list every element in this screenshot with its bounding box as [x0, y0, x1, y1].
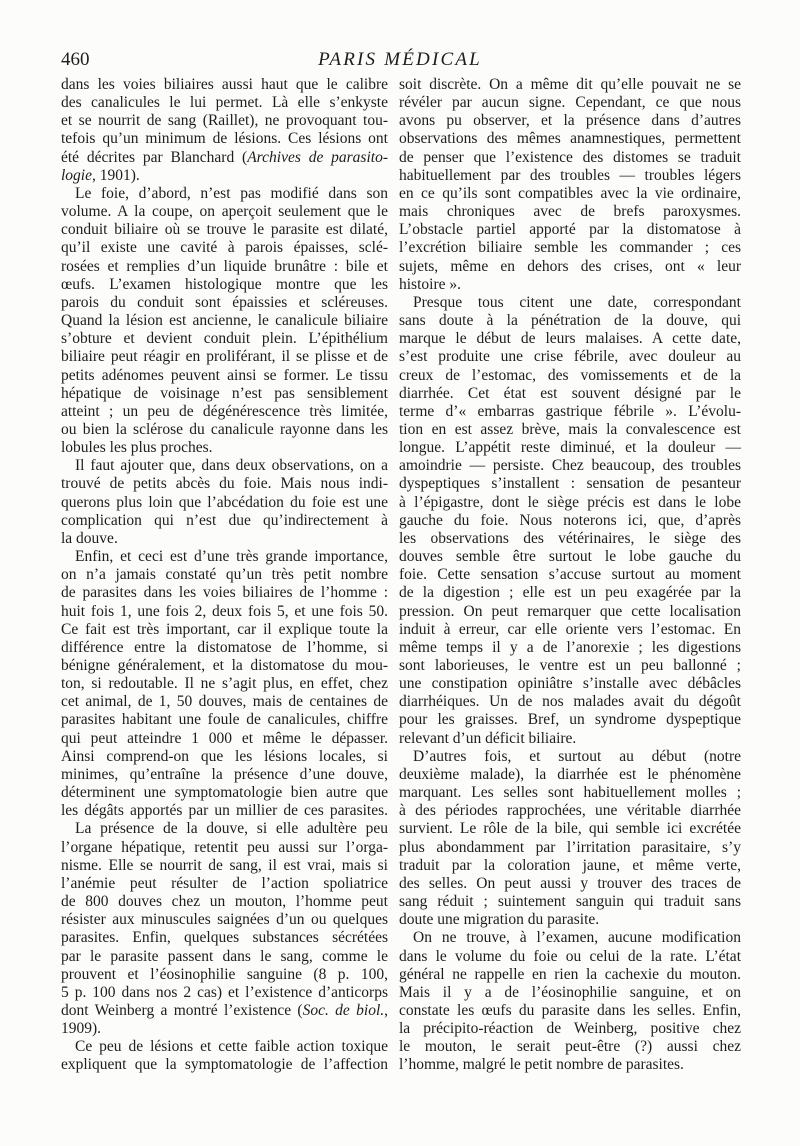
text-line: [61, 1002, 388, 1020]
paragraph: [399, 76, 741, 294]
text-line: marque le début de leurs malaises. A cette date,: [399, 330, 741, 348]
text-line: en ce qu’ils sont compatibles avec la vie ordinaire,: [399, 184, 741, 202]
text-line: différence entre la distomatose de l’homme, si: [61, 638, 388, 656]
text-line: hépatique de voisinage n’est pas sensiblement: [61, 384, 388, 402]
text-line: induit à erreur, car elle oriente vers l’estomac. En: [399, 620, 741, 638]
paragraph: [61, 185, 388, 457]
text-line: expliquent que la symptomatologie de l’affection: [61, 1056, 388, 1074]
text-line: trouvé de petits abcès du foie. Mais nous indi-: [61, 475, 388, 493]
text-line: La présence de la douve, si elle adultère peu: [75, 820, 388, 838]
text-line: On ne trouve, à l’examen, aucune modification: [413, 929, 741, 947]
italic-citation: Soc. de biol.: [302, 1001, 385, 1019]
text-line: parois du conduit sont épaissies et scléreuses.: [61, 293, 388, 311]
text-line: minimes, qu’entraîne la présence d’une douve,: [61, 765, 388, 783]
paragraph: [61, 548, 388, 820]
page-number: 460: [61, 49, 90, 70]
text-line: l’homme, malgré le petit nombre de parasites.: [399, 1056, 684, 1074]
text-line: histoire ».: [399, 275, 461, 293]
text-line: volume. A la coupe, on aperçoit seulement que le: [61, 203, 388, 221]
text-line: plus abondamment par l’irritation parasitaire, s’y: [399, 838, 741, 856]
text-line: pression. On peut remarquer que cette localisation: [399, 602, 741, 620]
text-line: gauche du foie. Nous noterons ici, que, d’après: [399, 511, 741, 529]
text-line: Le foie, d’abord, n’est pas modifié dans son: [75, 184, 388, 202]
text-line: cet animal, de 1, 50 douves, mais de centaines de: [61, 693, 388, 711]
text-line: sont laborieuses, le ventre est un peu ballonné ;: [399, 657, 741, 674]
text-line: la douve.: [61, 529, 118, 547]
text-line: amoindrie — persiste. Chez beaucoup, des troubles: [399, 457, 741, 475]
text-line: L’obstacle partiel apporté par la distomatose à: [399, 221, 741, 239]
text-line: habituellement par des troubles — troubles légers: [399, 166, 741, 184]
text-line: s’obture et devient conduit plein. L’épithélium: [61, 330, 388, 348]
text-line: sujets, même en dehors des crises, ont « leur: [399, 257, 741, 275]
text-line: dyspeptiques s’installent : sensation de pesanteur: [399, 475, 741, 493]
text-line: des canalicules le lui permet. Là elle s’enkyste: [61, 94, 388, 112]
text-segment: dont Weinberg a montré l’existence (: [61, 1001, 303, 1019]
text-line: les observations des vétérinaires, le siège des: [399, 529, 741, 547]
text-line: l’excrétion biliaire semble les commander ; ces: [399, 239, 741, 257]
text-line: atteint ; un peu de dégénérescence très limitée,: [61, 402, 388, 420]
italic-citation: logie: [61, 166, 92, 184]
text-line: de penser que l’existence des distomes se traduit: [399, 148, 741, 166]
paragraph: [399, 929, 741, 1074]
text-line: petits adénomes peuvent ainsi se former. Le tissu: [61, 366, 388, 384]
text-line: lobules les plus proches.: [61, 439, 213, 457]
text-line: Quand la lésion est ancienne, le canalicule biliaire: [61, 312, 388, 330]
text-line: de la digestion ; elle est un peu exagérée par la: [399, 584, 741, 602]
text-line: et se nourrit de sang (Raillet), ne provoquant tou-: [61, 112, 388, 130]
text-line: Presque tous citent une date, correspondant: [413, 293, 741, 311]
text-line: traduit par la coloration jaune, et même verte,: [399, 856, 741, 874]
paragraph: [61, 1038, 388, 1074]
text-line: même temps il y a de l’anorexie ; les digestions: [399, 638, 741, 656]
text-line: [61, 149, 388, 167]
text-line: prouvent et l’éosinophilie sanguine (8 p. 100,: [61, 965, 388, 983]
text-line: huit fois 1, une fois 2, deux fois 5, et une fois 50.: [61, 602, 388, 620]
text-line: on n’a jamais constaté qu’un très petit nombre: [61, 566, 388, 584]
text-line: mais chroniques avec de brefs paroxysmes.: [399, 203, 741, 221]
text-line: soit discrète. On a même dit qu’elle pouvait ne se: [399, 76, 741, 93]
running-header: [0, 47, 800, 73]
text-line: qu’il existe une cavité à parois épaisses, sclé-: [61, 239, 388, 257]
text-line: Enfin, et ceci est d’une très grande importance,: [75, 548, 388, 566]
text-line: pour les graisses. Bref, un syndrome dyspeptique: [399, 711, 741, 729]
paragraph: [61, 76, 388, 185]
text-line: observations des mêmes anamnestiques, permettent: [399, 130, 741, 148]
text-line: longue. L’appétit reste diminué, et la douleur —: [399, 439, 741, 457]
text-line: s’est produite une crise fébrile, avec douleur au: [399, 348, 741, 366]
text-line: Ce peu de lésions et cette faible action toxique: [75, 1038, 388, 1056]
text-line: résister aux minuscules saignées d’un ou quelques: [61, 911, 388, 929]
text-line: la précipito-réaction de Weinberg, positive chez: [399, 1020, 741, 1038]
text-line: 1909).: [61, 1020, 102, 1038]
text-line: survient. Le rôle de la bile, qui semble ici excrétée: [399, 820, 741, 838]
paragraph: [61, 820, 388, 1038]
text-line: révéler par aucun signe. Cependant, ce que nous: [399, 94, 741, 112]
text-line: marquant. Les selles sont habituellement molles ;: [399, 784, 741, 802]
text-line: par le parasite passent dans le sang, comme le: [61, 947, 388, 965]
paragraph: [399, 294, 741, 748]
journal-title: PARIS MÉDICAL: [318, 49, 482, 70]
text-line: des selles. On peut aussi y trouver des traces de: [399, 874, 741, 892]
text-line: dans le volume du foie ou celui de la rate. L’état: [399, 947, 741, 965]
text-line: querons plus loin que l’abcédation du foie est une: [61, 493, 388, 511]
text-line: biliaire peut réagir en proliférant, il se plisse et de: [61, 348, 388, 366]
text-segment: , 1901).: [92, 166, 140, 184]
text-line: parasites. Enfin, quelques substances sécrétées: [61, 929, 388, 947]
text-line: ton, si redoutable. Il ne s’agit plus, en effet, chez: [61, 675, 388, 693]
paragraph: [61, 457, 388, 548]
text-line: diarrhéiques. Un de nos malades avait du dégoût: [399, 693, 741, 711]
text-line: foie. Cette sensation s’accuse surtout au moment: [399, 566, 741, 584]
text-line: Ce fait est très important, car il explique toute la: [61, 620, 388, 638]
text-line: le mouton, le serait peut-être (?) aussi chez: [399, 1038, 741, 1056]
text-line: avons pu observer, et la présence dans d’autres: [399, 112, 741, 130]
text-line: général ne rappelle en rien la cachexie du mouton.: [399, 965, 741, 983]
text-line: de 800 douves chez un mouton, l’homme peut: [61, 893, 388, 911]
text-segment: ,: [384, 1001, 388, 1019]
text-line: diarrhée. Cet état est souvent désigné par le: [399, 384, 741, 402]
italic-citation: Archives de parasito-: [247, 148, 388, 166]
text-line: complication qui n’est due qu’indirectement à: [61, 511, 388, 529]
text-line: doute une migration du parasite.: [399, 911, 600, 929]
paragraph: [399, 748, 741, 930]
text-line: tion en est assez brève, mais la convalescence est: [399, 420, 741, 438]
text-line: rosées et remplies d’un liquide brunâtre : bile et: [61, 257, 388, 275]
text-line: qui peut atteindre 1 000 et même le dépasser.: [61, 729, 388, 747]
text-line: l’anémie peut résulter de l’action spoliatrice: [61, 874, 388, 892]
text-line: Ainsi comprend-on que les lésions locales, si: [61, 747, 388, 765]
text-line: œufs. L’examen histologique montre que les: [61, 275, 388, 293]
text-line: constate les œufs du parasite dans les selles. Enfin,: [399, 1001, 741, 1019]
text-line: bénigne généralement, et la distomatose du mou-: [61, 657, 388, 674]
text-line: les dégâts apportés par un millier de ces parasites.: [61, 802, 388, 820]
text-line: conduit biliaire où se trouve le parasite est dilaté,: [61, 221, 388, 239]
text-line: 5 p. 100 dans nos 2 cas) et l’existence d’anticorps: [61, 983, 388, 1001]
text-line: creux de l’estomac, des vomissements et de la: [399, 366, 741, 384]
text-line: sans doute à la pénétration de la douve, qui: [399, 312, 741, 330]
text-line: parasites habitant une foule de canalicules, chiffre: [61, 711, 388, 729]
text-line: Il faut ajouter que, dans deux observations, on a: [75, 457, 388, 475]
text-line: dans les voies biliaires aussi haut que le calibre: [61, 76, 388, 93]
text-line: à l’épigastre, dont le siège précis est dans le lobe: [399, 493, 741, 511]
text-line: une constipation opiniâtre s’installe avec débâcles: [399, 675, 741, 693]
text-line: ou bien la sclérose du canalicule rayonne dans les: [61, 420, 388, 438]
text-line: D’autres fois, et surtout au début (notre: [413, 747, 741, 765]
text-line: déterminent une symptomatologie bien autre que: [61, 784, 388, 802]
text-line: terme d’« embarras gastrique fébrile ». L’évolu-: [399, 402, 741, 420]
text-line: deuxième malade), la diarrhée est le phénomène: [399, 765, 741, 783]
text-line: de parasites dans les voies biliaires de l’homme :: [61, 584, 388, 602]
text-line: [61, 167, 388, 185]
text-line: relevant d’un déficit biliaire.: [399, 729, 577, 747]
text-line: l’organe hépatique, retentit peu aussi sur l’orga-: [61, 838, 388, 856]
right-column: [399, 76, 741, 1075]
text-line: à des périodes rapprochées, une véritable diarrhée: [399, 802, 741, 820]
text-line: tefois qu’un minimum de lésions. Ces lésions ont: [61, 130, 388, 148]
text-line: douves semble être surtout le lobe gauche du: [399, 548, 741, 566]
text-segment: été décrites par Blanchard (: [61, 148, 248, 166]
left-column: [61, 76, 388, 1075]
text-line: nisme. Elle se nourrit de sang, il est vrai, mais si: [61, 856, 388, 874]
text-line: sang réduit ; suintement sanguin qui traduit sans: [399, 893, 741, 911]
text-line: Mais il y a de l’éosinophilie sanguine, et on: [399, 983, 741, 1001]
